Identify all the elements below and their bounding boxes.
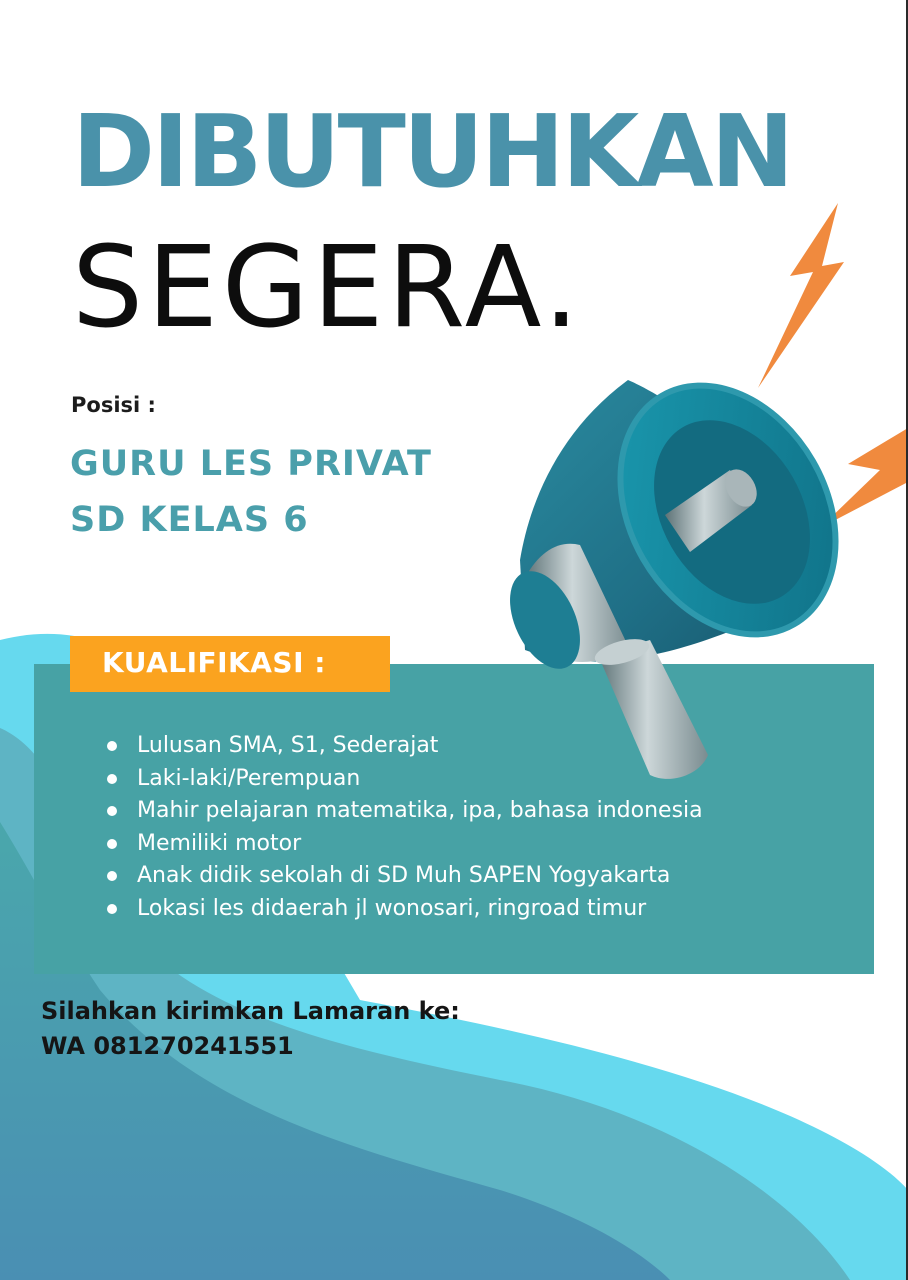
qualification-text: Mahir pelajaran matematika, ipa, bahasa indonesia (137, 798, 703, 823)
position-title-line-2: SD KELAS 6 (70, 500, 309, 540)
bullet-icon (107, 806, 117, 816)
bullet-icon (107, 871, 117, 881)
contact-info (41, 994, 460, 1064)
contact-whatsapp-number: WA 081270241551 (41, 1032, 294, 1060)
qualifications-list (104, 730, 703, 925)
list-item (104, 795, 703, 828)
bullet-icon (107, 774, 117, 784)
headline-segera: SEGERA. (72, 223, 583, 353)
qualifications-header (70, 636, 390, 692)
contact-instruction: Silahkan kirimkan Lamaran ke: (41, 997, 460, 1025)
megaphone-icon (478, 200, 908, 800)
qualification-text: Lulusan SMA, S1, Sederajat (137, 733, 439, 758)
list-item (104, 860, 703, 893)
qualification-text: Lokasi les didaerah jl wonosari, ringroad timur (137, 895, 647, 921)
position-label: Posisi : (71, 393, 156, 417)
list-item (104, 828, 703, 861)
qualification-text: Memiliki motor (137, 830, 302, 856)
qualifications-title: KUALIFIKASI : (102, 646, 326, 679)
bullet-icon (107, 741, 117, 751)
position-title-line-1: GURU LES PRIVAT (70, 444, 432, 484)
list-item (104, 730, 703, 763)
list-item (104, 763, 703, 796)
qualification-text: Anak didik sekolah di SD Muh SAPEN Yogyakarta (137, 863, 671, 888)
bullet-icon (107, 839, 117, 849)
headline-dibutuhkan: DIBUTUHKAN (72, 93, 792, 210)
lightning-bolt-icon (758, 203, 844, 388)
qualification-text: Laki-laki/Perempuan (137, 765, 361, 791)
list-item (104, 893, 703, 926)
bullet-icon (107, 904, 117, 914)
